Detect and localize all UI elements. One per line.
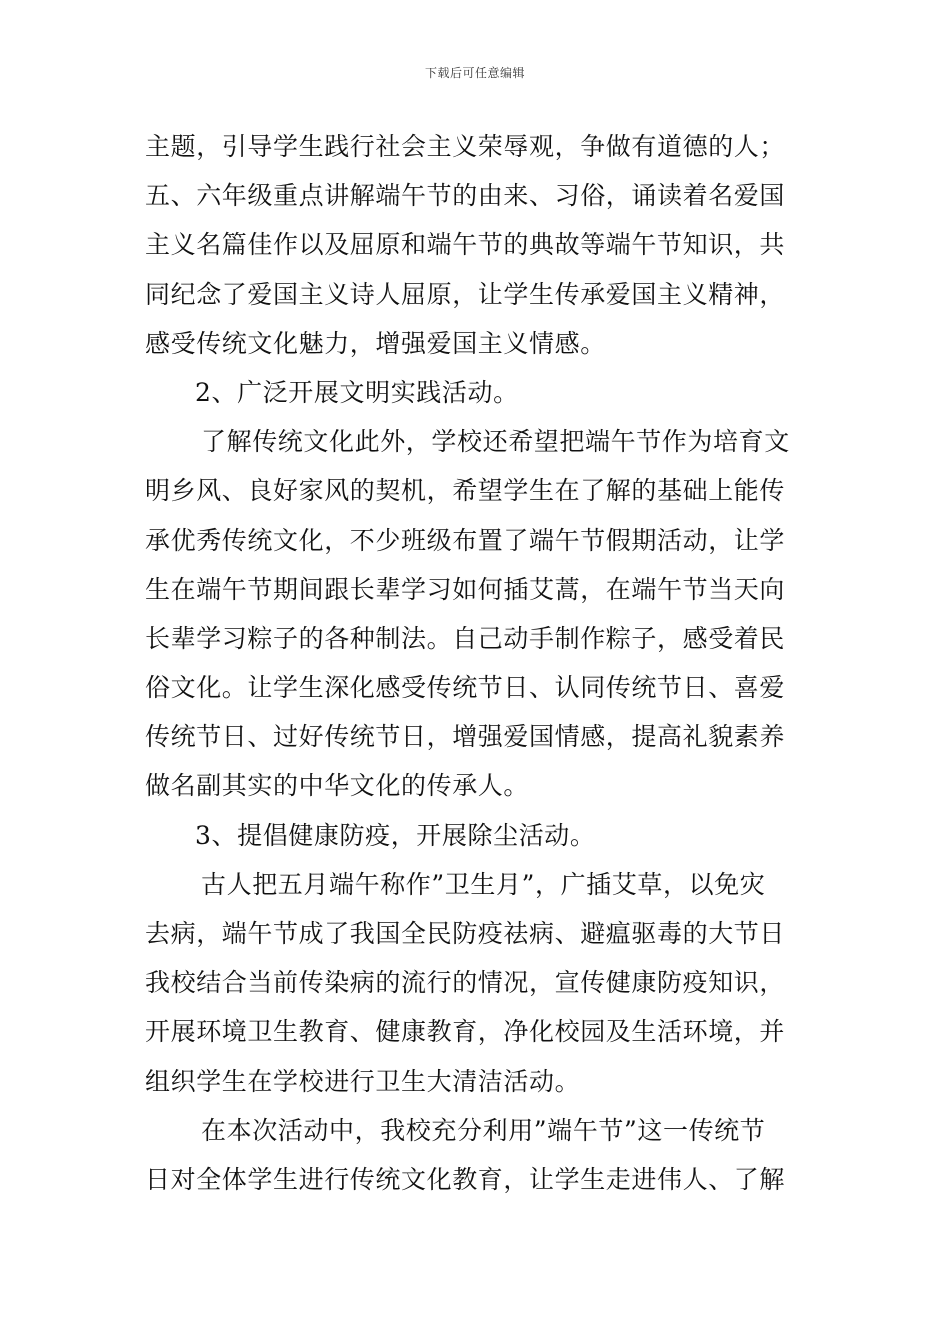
page-header: 下载后可任意编辑 bbox=[424, 66, 525, 80]
body-line: 俗文化。让学生深化感受传统节日、认同传统节日、喜爱 bbox=[145, 673, 786, 703]
body-line: 感受传统文化魅力，增强爱国主义情感。 bbox=[145, 328, 606, 358]
body-line: 生在端午节期间跟长辈学习如何插艾蒿，在端午节当天向 bbox=[145, 574, 786, 604]
body-line: 同纪念了爱国主义诗人屈原，让学生传承爱国主义精神， bbox=[145, 279, 786, 309]
body-line: 组织学生在学校进行卫生大清洁活动。 bbox=[145, 1066, 581, 1096]
body-line: 承优秀传统文化，不少班级布置了端午节假期活动，让学 bbox=[145, 525, 786, 555]
document-body bbox=[145, 122, 810, 1204]
body-line: 五、六年级重点讲解端午节的由来、习俗，诵读着名爱国 bbox=[145, 181, 786, 211]
body-line: 日对全体学生进行传统文化教育，让学生走进伟人、了解 bbox=[145, 1164, 786, 1194]
body-line: 做名副其实的中华文化的传承人。 bbox=[145, 771, 530, 801]
body-line: 开展环境卫生教育、健康教育，净化校园及生活环境，并 bbox=[145, 1017, 786, 1047]
body-line: 主义名篇佳作以及屈原和端午节的典故等端午节知识，共 bbox=[145, 230, 786, 260]
body-line: 长辈学习粽子的各种制法。自己动手制作粽子，感受着民 bbox=[145, 623, 786, 653]
body-line: 我校结合当前传染病的流行的情况，宣传健康防疫知识， bbox=[145, 968, 786, 998]
body-line: 去病，端午节成了我国全民防疫祛病、避瘟驱毒的大节日 bbox=[145, 919, 786, 948]
body-line: 明乡风、良好家风的契机，希望学生在了解的基础上能传 bbox=[145, 476, 786, 506]
body-line: 在本次活动中，我校充分利用”端午节”这一传统节 bbox=[201, 1115, 766, 1145]
body-line: 了解传统文化此外，学校还希望把端午节作为培育文 bbox=[201, 427, 790, 457]
section-heading: 2、广泛开展文明实践活动。 bbox=[195, 377, 519, 407]
body-line: 古人把五月端午称作”卫生月”，广插艾草，以免灾 bbox=[201, 869, 766, 899]
section-heading: 3、提倡健康防疫，开展除尘活动。 bbox=[195, 820, 596, 850]
body-line: 主题，引导学生践行社会主义荣辱观，争做有道德的人； bbox=[145, 132, 786, 161]
body-line: 传统节日、过好传统节日，增强爱国情感，提高礼貌素养 bbox=[145, 722, 786, 752]
